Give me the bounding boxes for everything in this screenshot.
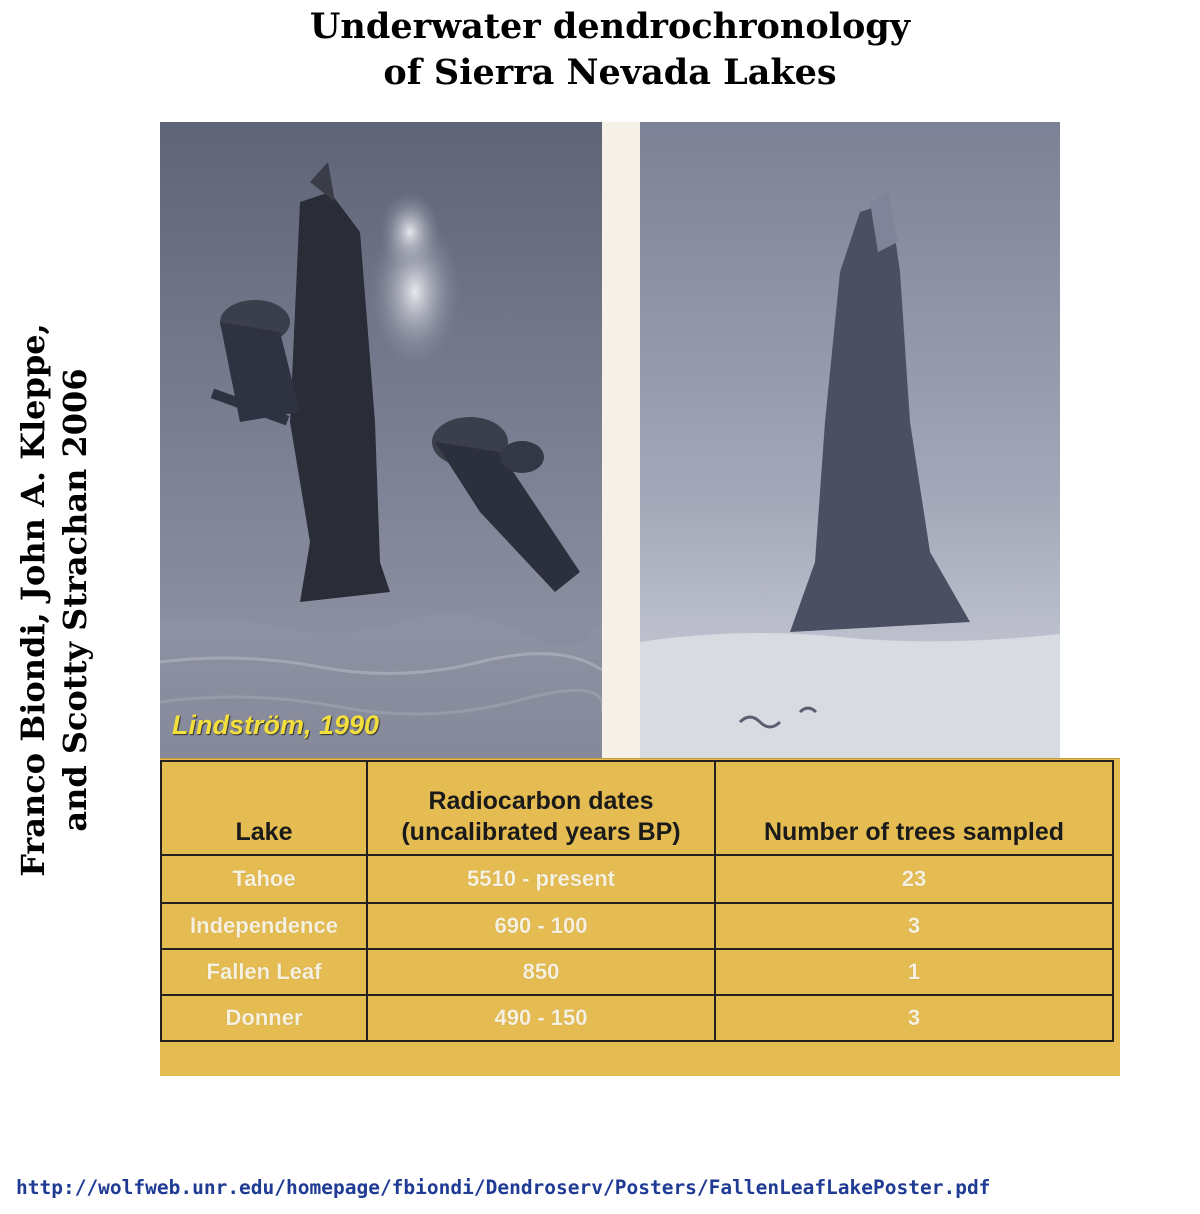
header-radiocarbon-dates xyxy=(367,761,715,855)
header-lake: Lake xyxy=(161,761,367,855)
cell-trees: 3 xyxy=(715,995,1113,1041)
cell-trees: 3 xyxy=(715,903,1113,949)
table-row xyxy=(161,903,1113,949)
cell-lake: Independence xyxy=(161,903,367,949)
photo-caption: Lindström, 1990 xyxy=(172,710,380,740)
cell-trees: 23 xyxy=(715,855,1113,903)
cell-lake: Fallen Leaf xyxy=(161,949,367,995)
lakes-table-panel xyxy=(160,758,1120,1076)
title-line-1: Underwater dendrochronology xyxy=(309,6,911,47)
source-link[interactable]: http://wolfweb.unr.edu/homepage/fbiondi/Dendroserv/Posters/FallenLeafLakePoster.pdf xyxy=(16,1176,991,1199)
cell-dates: 690 - 100 xyxy=(367,903,715,949)
author-credit-line-1: Franco Biondi, John A. Kleppe, xyxy=(14,323,52,877)
table-row xyxy=(161,855,1113,903)
lakes-table xyxy=(160,760,1114,1042)
page-title xyxy=(0,4,1200,96)
cell-dates: 490 - 150 xyxy=(367,995,715,1041)
table-row xyxy=(161,949,1113,995)
header-dates-line-1: Radiocarbon dates xyxy=(428,787,654,815)
table-row xyxy=(161,995,1113,1041)
underwater-photo-stump xyxy=(640,122,1060,758)
photo-divider xyxy=(602,122,640,758)
title-line-2: of Sierra Nevada Lakes xyxy=(383,52,837,93)
underwater-photo-divers xyxy=(160,122,602,758)
header-dates-line-2: (uncalibrated years BP) xyxy=(401,818,681,846)
header-trees-sampled: Number of trees sampled xyxy=(715,761,1113,855)
cell-trees: 1 xyxy=(715,949,1113,995)
cell-lake: Donner xyxy=(161,995,367,1041)
author-credit xyxy=(12,323,96,876)
cell-dates: 5510 - present xyxy=(367,855,715,903)
author-credit-line-2: and Scotty Strachan 2006 xyxy=(56,368,94,832)
table-header-row xyxy=(161,761,1113,855)
cell-dates: 850 xyxy=(367,949,715,995)
cell-lake: Tahoe xyxy=(161,855,367,903)
